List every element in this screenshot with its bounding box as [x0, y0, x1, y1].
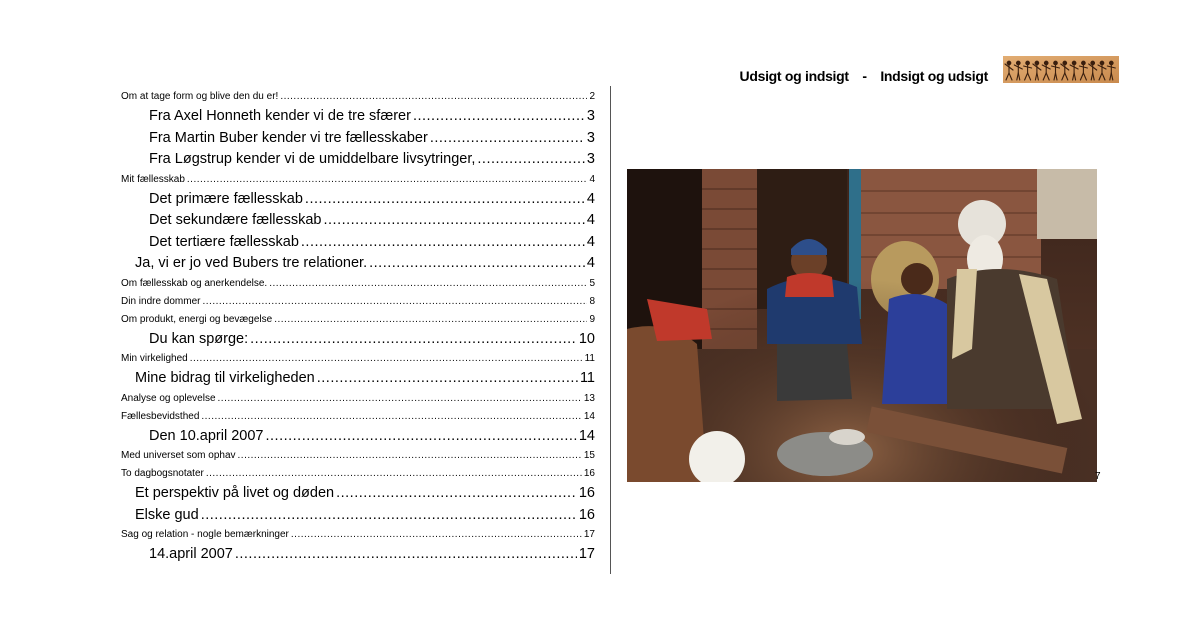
toc-entry-page: 3: [586, 151, 595, 167]
toc-entry-page: 9: [589, 313, 595, 325]
toc-entry-title: Mit fællesskab: [121, 173, 185, 185]
toc-leader-dots: [430, 128, 585, 150]
toc-entry-title: Sag og relation - nogle bemærkninger: [121, 529, 289, 540]
toc-entry[interactable]: [121, 149, 595, 171]
toc-leader-dots: [190, 350, 583, 368]
toc-leader-dots: [291, 526, 582, 544]
header-right-text: Indsigt og udsigt: [880, 68, 988, 84]
toc-entry-title: Ja, vi er jo ved Bubers tre relationer.: [135, 255, 368, 271]
toc-entry[interactable]: [121, 544, 595, 566]
toc-leader-dots: [250, 329, 577, 351]
toc-entry[interactable]: [121, 88, 595, 106]
toc-entry[interactable]: [121, 350, 595, 368]
toc-entry-title: Fra Axel Honneth kender vi de tre sfærer: [149, 108, 411, 124]
toc-entry-title: Om produkt, energi og bevægelse: [121, 313, 273, 325]
toc-entry-page: 16: [578, 485, 595, 501]
photo-people-around-fire: [627, 169, 1097, 482]
toc-leader-dots: [265, 426, 576, 448]
toc-entry[interactable]: [121, 311, 595, 329]
toc-leader-dots: [323, 210, 584, 232]
toc-leader-dots: [369, 253, 585, 275]
toc-entry-page: 17: [583, 529, 595, 540]
toc-entry-title: Analyse og oplevelse: [121, 392, 216, 404]
page-number: 7: [1095, 471, 1101, 482]
toc-entry[interactable]: [121, 426, 595, 448]
toc-leader-dots: [274, 311, 587, 329]
vertical-divider: [610, 86, 611, 574]
toc-leader-dots: [477, 149, 585, 171]
toc-entry-page: 11: [579, 370, 595, 386]
toc-leader-dots: [218, 390, 582, 408]
toc-entry-page: 16: [578, 506, 595, 523]
toc-leader-dots: [202, 293, 587, 311]
toc-entry[interactable]: [121, 253, 595, 275]
toc-entry-title: Fra Martin Buber kender vi tre fællesskaber: [149, 129, 428, 146]
toc-entry-page: 14: [583, 410, 595, 422]
toc-entry-title: Fra Løgstrup kender vi de umiddelbare livsytringer,: [149, 151, 476, 167]
toc-entry-title: Med universet som ophav: [121, 450, 236, 461]
toc-entry[interactable]: [121, 106, 595, 128]
toc-entry-page: 4: [589, 173, 595, 185]
toc-entry[interactable]: [121, 465, 595, 483]
toc-entry-title: Om at tage form og blive den du er!: [121, 91, 279, 102]
toc-entry[interactable]: [121, 275, 595, 293]
page-header: [740, 68, 988, 84]
toc-entry-title: Fællesbevidsthed: [121, 410, 200, 422]
toc-entry-page: 14: [578, 427, 595, 444]
toc-entry-page: 4: [586, 190, 595, 207]
toc-entry-page: 4: [586, 212, 595, 228]
toc-entry-title: Du kan spørge:: [149, 330, 249, 347]
toc-entry-page: 15: [583, 450, 595, 461]
toc-leader-dots: [413, 106, 585, 128]
toc-entry[interactable]: [121, 210, 595, 232]
toc-entry[interactable]: [121, 329, 595, 351]
toc-entry-page: 3: [586, 108, 595, 124]
toc-leader-dots: [235, 544, 577, 566]
toc-entry-title: To dagbogsnotater: [121, 468, 204, 479]
toc-leader-dots: [301, 232, 585, 254]
toc-entry-title: Den 10.april 2007: [149, 427, 264, 444]
header-left-text: Udsigt og indsigt: [739, 68, 849, 84]
toc-entry-page: 4: [586, 255, 595, 271]
toc-leader-dots: [269, 275, 587, 293]
toc-entry[interactable]: [121, 171, 595, 189]
toc-leader-dots: [238, 447, 582, 465]
toc-entry-page: 13: [583, 392, 595, 404]
toc-entry[interactable]: [121, 505, 595, 527]
toc-entry-page: 10: [578, 330, 595, 347]
toc-entry-page: 3: [586, 129, 595, 146]
toc-entry-page: 11: [584, 353, 595, 364]
toc-entry[interactable]: [121, 390, 595, 408]
toc-leader-dots: [280, 88, 587, 106]
toc-leader-dots: [201, 505, 577, 527]
toc-entry-page: 17: [578, 546, 595, 562]
toc-entry[interactable]: [121, 189, 595, 211]
header-separator: -: [862, 68, 867, 84]
toc-leader-dots: [201, 408, 582, 426]
toc-entry-page: 5: [589, 277, 595, 289]
toc-leader-dots: [336, 483, 577, 505]
toc-entry[interactable]: [121, 232, 595, 254]
toc-entry-title: Det tertiære fællesskab: [149, 233, 299, 250]
toc-entry-title: Mine bidrag til virkeligheden: [135, 370, 315, 386]
toc-entry-title: Elske gud: [135, 506, 199, 523]
toc-entry[interactable]: [121, 368, 595, 390]
toc-entry-title: 14.april 2007: [149, 546, 233, 562]
toc-entry-title: Det sekundære fællesskab: [149, 212, 322, 228]
toc-entry-title: Et perspektiv på livet og døden: [135, 485, 335, 501]
toc-leader-dots: [187, 171, 588, 189]
toc-leader-dots: [206, 465, 582, 483]
toc-entry-page: 2: [589, 91, 595, 102]
toc-entry[interactable]: [121, 128, 595, 150]
toc-leader-dots: [305, 189, 585, 211]
toc-entry-title: Det primære fællesskab: [149, 190, 303, 207]
toc-entry[interactable]: [121, 483, 595, 505]
dancing-figures-banner: [1003, 56, 1119, 83]
toc-entry[interactable]: [121, 293, 595, 311]
toc-entry-page: 16: [583, 468, 595, 479]
toc-entry-title: Min virkelighed: [121, 353, 188, 364]
toc-leader-dots: [317, 368, 578, 390]
toc-entry-title: Om fællesskab og anerkendelse.: [121, 277, 268, 289]
toc-entry[interactable]: [121, 526, 595, 544]
toc-entry[interactable]: [121, 447, 595, 465]
toc-entry-page: 4: [586, 233, 595, 250]
toc-entry-page: 8: [589, 295, 595, 307]
toc-entry[interactable]: [121, 408, 595, 426]
table-of-contents: [121, 88, 595, 566]
toc-entry-title: Din indre dommer: [121, 295, 201, 307]
